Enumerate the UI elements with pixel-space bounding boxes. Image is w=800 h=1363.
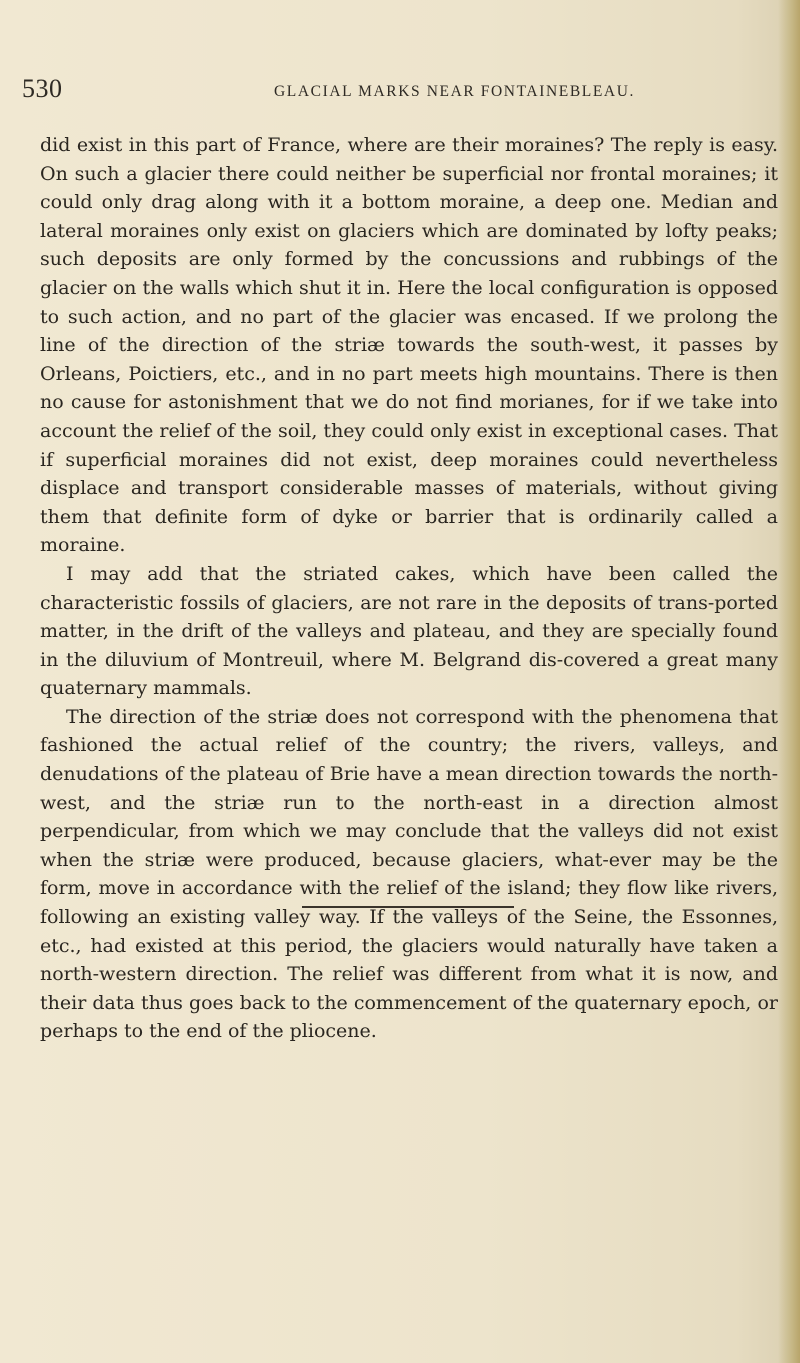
page-number: 530 [22, 74, 63, 103]
page-edge-shadow [778, 0, 800, 1363]
section-end-rule [302, 906, 514, 908]
paragraph-direction-of-striae: The direction of the striæ does not correspond with the phenomena that fashioned the actual relief of the country; the rivers, valleys, and denudations of the plateau of Brie have a mean direction towards the north-west, and the striæ run to the north-east in a direction almost perpendicular, from which we may conclude that the valleys did not exist when the striæ were produced, because glaciers, what-ever may be the form, move in accordance with the relief of the island; they flow like rivers, following an existing valley way. If the valleys of the Seine, the Essonnes, etc., had existed at this period, the glaciers would naturally have taken a north-western direction. The relief was different from what it is now, and their data thus goes back to the commencement of the quaternary epoch, or perhaps to the end of the pliocene. [40, 705, 778, 1043]
paragraph-striated-cakes: I may add that the striated cakes, which have been called the characteristic fossils of glaciers, are not rare in the deposits of trans-ported matter, in the drift of the valleys and plateau, and they are specially found in the diluvium of Montreuil, where M. Belgrand dis-covered a great many quaternary mammals. [40, 562, 778, 700]
running-title: GLACIAL MARKS NEAR FONTAINEBLEAU. [274, 83, 635, 100]
paragraph-continued: did exist in this part of France, where are their moraines? The reply is easy. On such a glacier there could neither be superficial nor frontal moraines; it could only drag along with it a bottom moraine, a deep one. Median and lateral moraines only exist on glaciers which are dominated by lofty peaks; such deposits are only formed by the concussions and rubbings of the glacier on the walls which shut it in. Here the local configuration is opposed to such action, and no part of the glacier was encased. If we prolong the line of the direction of the striæ towards the south-west, it passes by Orleans, Poictiers, etc., and in no part meets high mountains. There is then no cause for astonishment that we do not find morianes, for if we take into account the relief of the soil, they could only exist in exceptional cases. That if superficial moraines did not exist, deep moraines could nevertheless displace and transport considerable masses of materials, without giving them that definite form of dyke or barrier that is ordinarily called a moraine. [40, 134, 778, 557]
body-text [40, 131, 778, 1046]
